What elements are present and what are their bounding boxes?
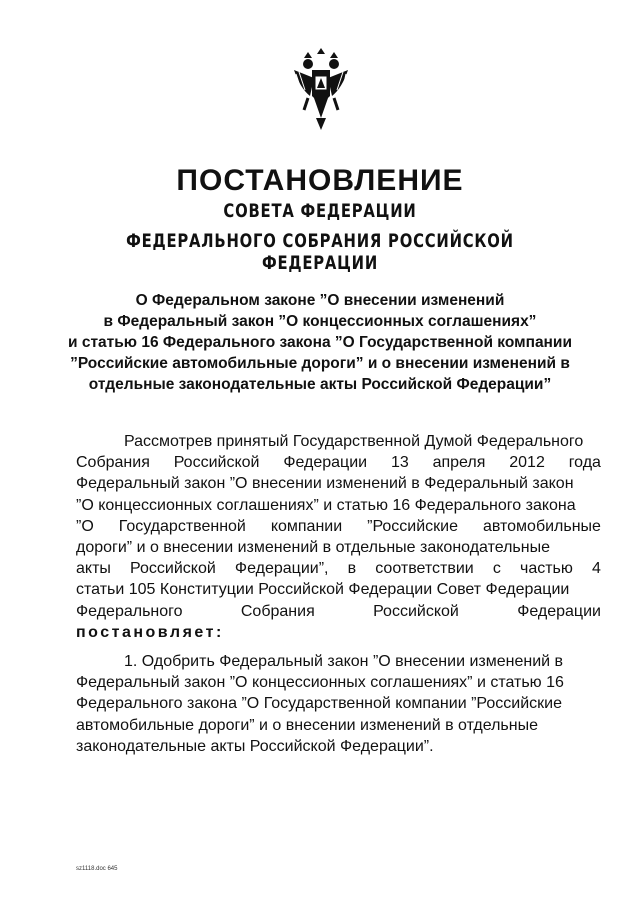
- heading-line: в Федеральный закон ”О концессионных соглашениях”: [103, 313, 537, 330]
- text-line: 1. Одобрить Федеральный закон ”О внесении изменений в: [124, 653, 564, 670]
- text-line: акты Российской Федерации”, в соответствии с частью 4: [76, 560, 601, 578]
- issuer-line-1: СОВЕТА ФЕДЕРАЦИИ: [223, 200, 417, 222]
- text-line: Федеральный закон ”О концессионных соглашениях” и статью 16: [76, 674, 564, 692]
- text-line: Федерального закона ”О Государственной компании ”Российские: [76, 695, 562, 713]
- resolution-heading: [60, 290, 580, 395]
- text-line: ”О Государственной компании ”Российские автомобильные: [76, 517, 601, 535]
- text-line: законодательные акты Российской Федерации”.: [76, 737, 434, 755]
- text-line: дороги” и о внесении изменений в отдельные законодательные: [76, 539, 550, 557]
- heading-line: отдельные законодательные акты Российской Федерации”: [88, 376, 552, 393]
- issuer-line-2: ФЕДЕРАЛЬНОГО СОБРАНИЯ РОССИЙСКОЙ ФЕДЕРАЦИИ: [126, 230, 514, 274]
- heading-line: ”Российские автомобильные дороги” и о внесении изменений в: [70, 355, 570, 372]
- paragraph-2: [76, 651, 601, 757]
- document-title: ПОСТАНОВЛЕНИЕ: [176, 164, 464, 197]
- text-line: Федеральный закон ”О внесении изменений в Федеральный закон: [76, 475, 574, 493]
- resolves-word: постановляет:: [76, 623, 224, 641]
- heading-line: и статью 16 Федерального закона ”О Государственной компании: [68, 334, 572, 351]
- text-line: Федерального Собрания Российской Федерации: [76, 602, 601, 620]
- text-line: статьи 105 Конституции Российской Федерации Совет Федерации: [76, 581, 570, 599]
- double-headed-eagle-icon: [290, 48, 352, 132]
- document-code: sz1118.doc 645: [76, 866, 118, 872]
- heading-line: О Федеральном законе ”О внесении изменений: [135, 292, 505, 309]
- text-line: автомобильные дороги” и о внесении изменений в отдельные: [76, 716, 538, 734]
- text-line: Собрания Российской Федерации 13 апреля 2012 года: [76, 454, 601, 472]
- text-line: Рассмотрев принятый Государственной Думой Федерального: [124, 433, 584, 450]
- paragraph-1: [76, 431, 601, 643]
- text-line: ”О концессионных соглашениях” и статью 16 Федерального закона: [76, 496, 576, 514]
